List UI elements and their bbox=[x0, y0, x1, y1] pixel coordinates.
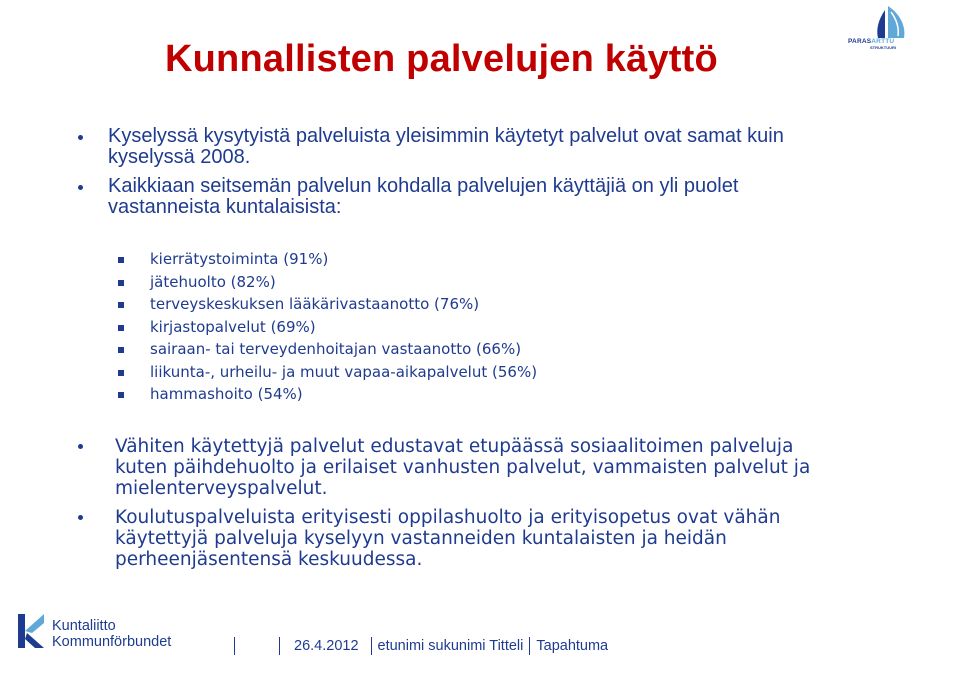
square-bullet-icon bbox=[118, 347, 124, 353]
bullet-icon bbox=[78, 444, 83, 449]
intro-bullet-list bbox=[78, 126, 838, 226]
list-item: sairaan- tai terveydenhoitajan vastaanotto (66%) bbox=[118, 338, 537, 361]
list-item: kierrätystoiminta (91%) bbox=[118, 248, 537, 271]
bullet-icon bbox=[78, 135, 83, 140]
list-item: jätehuolto (82%) bbox=[118, 271, 537, 294]
service-usage-list bbox=[118, 248, 537, 406]
footer-date: 26.4.2012 bbox=[294, 638, 359, 654]
kuntaliitto-mark-icon bbox=[14, 612, 48, 652]
square-bullet-icon bbox=[118, 325, 124, 331]
footer-divider bbox=[279, 637, 280, 655]
bullet-icon bbox=[78, 515, 83, 520]
square-bullet-icon bbox=[118, 302, 124, 308]
footer-divider bbox=[371, 637, 372, 655]
square-bullet-icon bbox=[118, 257, 124, 263]
footer-author: etunimi sukunimi Titteli bbox=[377, 638, 524, 654]
sail-icon bbox=[848, 4, 914, 40]
paras-arttu-subtitle: STRUKTUURI bbox=[870, 45, 896, 50]
page-title: Kunnallisten palvelujen käyttö bbox=[165, 38, 718, 80]
square-bullet-icon bbox=[118, 370, 124, 376]
footer-divider bbox=[234, 637, 235, 655]
square-bullet-icon bbox=[118, 392, 124, 398]
paras-arttu-wordmark: PARASARTTU bbox=[848, 38, 895, 45]
list-item: terveyskeskuksen lääkärivastaanotto (76%) bbox=[118, 293, 537, 316]
summary-bullet-list bbox=[78, 436, 838, 578]
list-item: Kaikkiaan seitsemän palvelun kohdalla palvelujen käyttäjiä on yli puolet vastanneista kuntalaisista: bbox=[78, 176, 838, 218]
list-item: kirjastopalvelut (69%) bbox=[118, 316, 537, 339]
kuntaliitto-logo bbox=[14, 612, 214, 662]
footer-event: Tapahtuma bbox=[536, 638, 609, 654]
footer bbox=[234, 636, 608, 656]
bullet-icon bbox=[78, 185, 83, 190]
list-item: Koulutuspalveluista erityisesti oppilashuolto ja erityisopetus ovat vähän käytettyjä palveluja kyselyyn vastanneiden kuntalaisten ja heidän perheenjäsentensä keskuudessa. bbox=[78, 507, 838, 570]
list-item: Vähiten käytettyjä palvelut edustavat etupäässä sosiaalitoimen palveluja kuten päihdehuolto ja erilaiset vanhusten palvelut, vammaisten palvelut ja mielenterveyspalvelut. bbox=[78, 436, 838, 499]
square-bullet-icon bbox=[118, 280, 124, 286]
kuntaliitto-wordmark: Kuntaliitto Kommunförbundet bbox=[52, 618, 172, 650]
list-item: Kyselyssä kysytyistä palveluista yleisimmin käytetyt palvelut ovat samat kuin kyselyssä 2008. bbox=[78, 126, 838, 168]
paras-arttu-logo bbox=[848, 4, 914, 48]
footer-divider bbox=[529, 637, 530, 655]
list-item: liikunta-, urheilu- ja muut vapaa-aikapalvelut (56%) bbox=[118, 361, 537, 384]
list-item: hammashoito (54%) bbox=[118, 383, 537, 406]
